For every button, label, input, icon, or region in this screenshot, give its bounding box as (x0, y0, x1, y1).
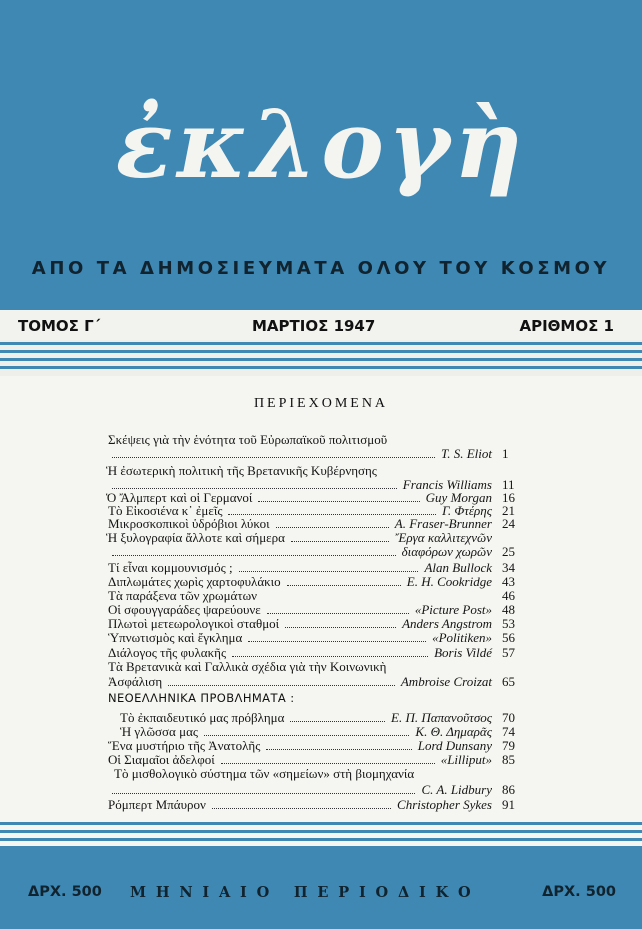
dot-leader (291, 541, 389, 542)
volume-label: ΤΟΜΟΣ Γ΄ (18, 317, 101, 335)
entry-page: 74 (502, 724, 515, 739)
entry-title: Ἀσφάλιση (108, 674, 163, 689)
entry-page: 57 (502, 645, 515, 660)
dot-leader (276, 527, 389, 528)
dot-leader (228, 514, 436, 515)
entry-author: Anders Angstrom (402, 616, 492, 631)
entry-page: 21 (502, 503, 515, 518)
entry-author: Ε. Π. Παπανοῦτσος (391, 710, 492, 725)
price-right: ΔΡΧ. 500 (542, 884, 616, 900)
entry-author: Ἔργα καλλιτεχνῶν (395, 530, 492, 545)
stripe-rule (0, 342, 642, 345)
entry-page: 53 (502, 616, 515, 631)
issue-date: ΜΑΡΤΙΟΣ 1947 (252, 317, 376, 335)
entry-author: A. Fraser-Brunner (394, 516, 492, 531)
stripe-rule (0, 822, 642, 825)
entry-title: Διάλογος τῆς φυλακῆς (108, 645, 227, 660)
tagline: ΑΠΟ ΤΑ ΔΗΜΟΣΙΕΥΜΑΤΑ ΟΛΟΥ ΤΟΥ ΚΟΣΜΟΥ (31, 258, 611, 279)
entry-author: Alan Bullock (424, 560, 492, 575)
entry-title: Διπλωμάτες χωρὶς χαρτοφυλάκιο (108, 574, 281, 589)
entry-title: Οἱ σφουγγαράδες ψαρεύουνε (108, 602, 261, 617)
stripe-rule (0, 830, 642, 833)
dot-leader (168, 685, 395, 686)
dot-leader (204, 735, 409, 736)
entry-title: Τὸ ἐκπαιδευτικό μας πρόβλημα (120, 710, 285, 725)
entry-page: 91 (502, 797, 515, 812)
dot-leader (112, 555, 396, 556)
dot-leader (258, 501, 420, 502)
entry-author: διαφόρων χωρῶν (401, 544, 492, 559)
entry-page: 43 (502, 574, 515, 589)
entry-title: Ἕνα μυστήριο τῆς Ἀνατολῆς (108, 738, 261, 753)
entry-page: 65 (502, 674, 515, 689)
entry-page: 48 (502, 602, 515, 617)
footer-bar (0, 848, 642, 929)
entry-title: Τὰ Βρετανικὰ καὶ Γαλλικὰ σχέδια γιὰ τὴν Κοινωνικὴ (108, 659, 387, 674)
entry-page: 25 (502, 544, 515, 559)
entry-title: Ὁ Ἄλμπερτ καὶ οἱ Γερμανοί (106, 490, 253, 505)
entry-page: 86 (502, 782, 515, 797)
price-left: ΔΡΧ. 500 (28, 884, 102, 900)
entry-author: Ambroise Croizat (400, 674, 492, 689)
dot-leader (232, 656, 428, 657)
entry-title: Ἡ γλῶσσα μας (120, 724, 199, 739)
issue-bar (0, 310, 642, 340)
entry-page: 16 (502, 490, 515, 505)
section-heading: ΝΕΟΕΛΛΗΝΙΚΑ ΠΡΟΒΛΗΜΑΤΑ : (108, 691, 295, 705)
entry-title: Τὸ μισθολογικὸ σύστημα τῶν «σημείων» στὴ βιομηχανία (114, 766, 415, 781)
entry-title: Ἡ ἐσωτερικὴ πολιτικὴ τῆς Βρετανικῆς Κυβέρνησης (106, 463, 377, 478)
entry-author: «Lilliput» (440, 752, 492, 767)
entry-page: 1 (502, 446, 509, 461)
dot-leader (285, 627, 396, 628)
dot-leader (248, 641, 426, 642)
entry-title: Μικροσκοπικοὶ ὑδρόβιοι λύκοι (108, 516, 270, 531)
entry-page: 70 (502, 710, 515, 725)
dot-leader (287, 585, 401, 586)
entry-title: Ἡ ξυλογραφία ἄλλοτε καὶ σήμερα (106, 530, 285, 545)
dot-leader (267, 613, 409, 614)
dot-leader (112, 793, 415, 794)
entry-page: 11 (502, 477, 515, 492)
entry-title: Ὑπνωτισμὸς καὶ ἔγκλημα (108, 630, 243, 645)
entry-author: Francis Williams (402, 477, 492, 492)
entry-title: Σκέψεις γιὰ τὴν ἑνότητα τοῦ Εὐρωπαϊκοῦ πολιτισμοῦ (108, 432, 388, 447)
magazine-logo: ἐκλογὴ (115, 90, 527, 200)
entry-author: Κ. Θ. Δημαρᾶς (415, 724, 492, 739)
dot-leader (221, 763, 435, 764)
entry-title: Ρόμπερτ Μπάυρον (108, 797, 206, 812)
entry-author: Boris Vildé (434, 645, 492, 660)
entry-title: Πλωτοὶ μετεωρολογικοὶ σταθμοί (108, 616, 280, 631)
monthly-label: ΜΗΝΙΑΙΟ ΠΕΡΙΟΔΙΚΟ (130, 884, 481, 901)
entry-title: Τὸ Εἰκοσιένα κ᾽ ἐμεῖς (108, 503, 223, 518)
entry-page: 34 (502, 560, 515, 575)
stripe-rule (0, 350, 642, 353)
entry-author: Guy Morgan (425, 490, 492, 505)
dot-leader (112, 488, 397, 489)
entry-author: «Picture Post» (414, 602, 492, 617)
dot-leader (212, 808, 391, 809)
entry-author: Γ. Φτέρης (442, 503, 492, 518)
entry-title: Οἱ Σιαμαῖοι ἀδελφοί (108, 752, 215, 767)
stripe-rule (0, 366, 642, 369)
entry-page: 56 (502, 630, 515, 645)
entry-author: C. A. Lidbury (421, 782, 492, 797)
entry-author: Lord Dunsany (417, 738, 492, 753)
entry-author: Christopher Sykes (397, 797, 492, 812)
entry-page: 46 (502, 588, 515, 603)
stripe-rule (0, 358, 642, 361)
entry-author: T. S. Eliot (440, 446, 492, 461)
issue-number: ΑΡΙΘΜΟΣ 1 (519, 317, 614, 335)
entry-title: Τὰ παράξενα τῶν χρωμάτων (108, 588, 258, 603)
entry-page: 85 (502, 752, 515, 767)
entry-page: 79 (502, 738, 515, 753)
contents-heading: ΠΕΡΙΕΧΟΜΕΝΑ (253, 396, 389, 411)
stripe-rule (0, 838, 642, 841)
entry-author: E. H. Cookridge (406, 574, 492, 589)
dot-leader (112, 457, 435, 458)
entry-title: Τί εἶναι κομμουνισμός ; (108, 560, 233, 575)
dot-leader (239, 571, 418, 572)
dot-leader (266, 749, 412, 750)
entry-page: 24 (502, 516, 515, 531)
dot-leader (290, 721, 385, 722)
entry-author: «Politiken» (432, 630, 492, 645)
